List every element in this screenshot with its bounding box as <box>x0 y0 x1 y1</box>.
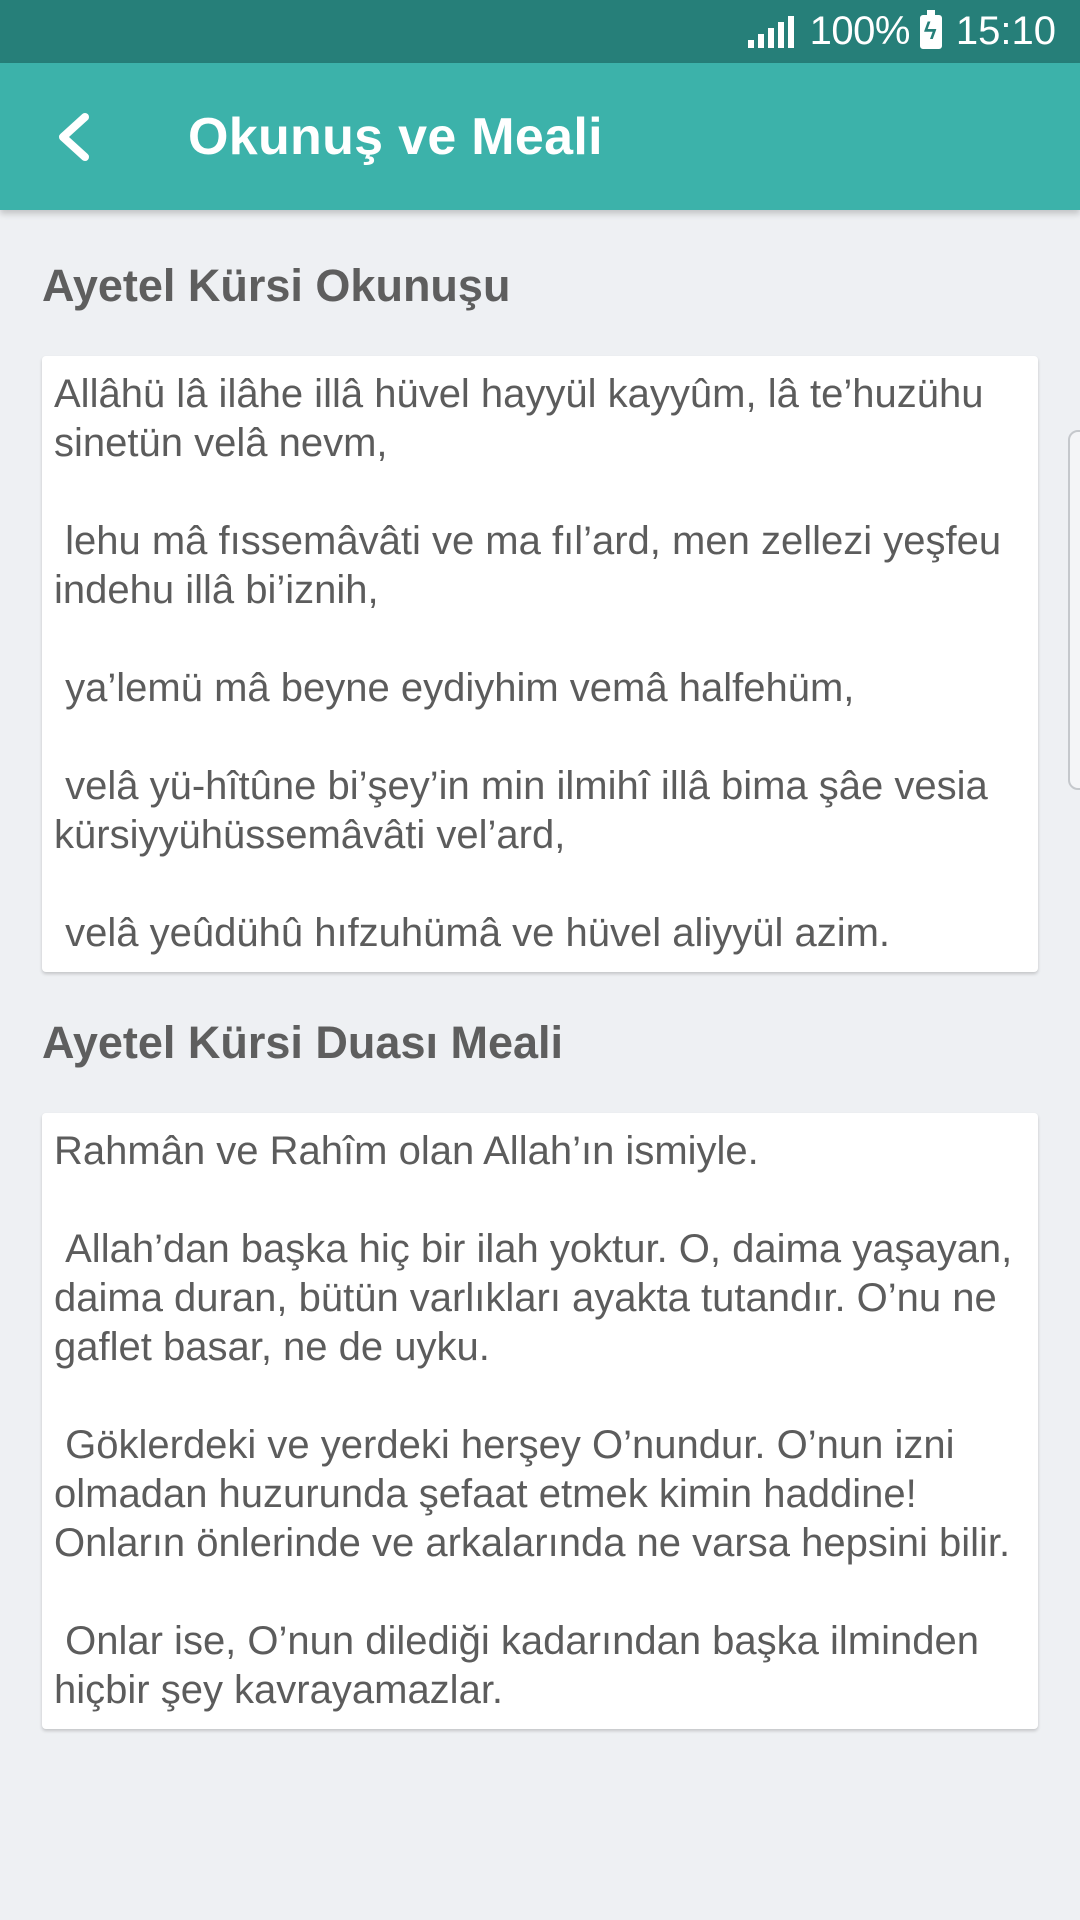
content-scroll[interactable] <box>0 210 1080 1920</box>
signal-icon <box>748 16 794 48</box>
arrow-back-icon <box>53 111 93 163</box>
text-card-meal <box>42 1113 1038 1729</box>
back-button[interactable] <box>28 92 118 182</box>
status-bar <box>0 0 1080 63</box>
app-bar <box>0 63 1080 210</box>
scroll-indicator[interactable] <box>1068 430 1080 790</box>
page-title: Okunuş ve Meali <box>188 107 603 166</box>
section-heading-okunus: Ayetel Kürsi Okunuşu <box>42 260 511 311</box>
meal-text: Rahmân ve Rahîm olan Allah’ın ismiyle. Allah’dan başka hiç bir ilah yoktur. O, daima yaşayan, daima duran, bütün varlıkları ayakta tutandır. O’nu ne gaflet basar, ne de uyku. Göklerdeki ve yerdeki herşey O’nundur. O’nun izni olmadan huzurunda şefaat etmek kimin haddine! Onların önlerinde ve arkalarında ne varsa hepsini bilir. Onlar ise, O’nun dilediği kadarından başka ilminden hiçbir şey kavrayamazlar. <box>54 1129 1013 1712</box>
status-time: 15:10 <box>955 9 1056 53</box>
battery-percent: 100% <box>809 9 910 53</box>
text-card-okunus <box>42 356 1038 972</box>
section-heading-meal: Ayetel Kürsi Duası Meali <box>42 1017 564 1068</box>
battery-charging-icon: ϟ <box>920 15 942 49</box>
okunus-text: Allâhü lâ ilâhe illâ hüvel hayyül kayyûm, lâ te’huzühu sinetün velâ nevm, lehu mâ fıssemâvâti ve ma fıl’ard, men zellezi yeşfeu indehu illâ bi’iznih, ya’lemü mâ beyne eydiyhim vemâ halfehüm, velâ yü-hîtûne bi’şey’in min ilmihî illâ bima şâe vesia kürsiyyühüssemâvâti vel’ard, velâ yeûdühû hıfzuhümâ ve hüvel aliyyül azim. <box>54 372 1002 955</box>
